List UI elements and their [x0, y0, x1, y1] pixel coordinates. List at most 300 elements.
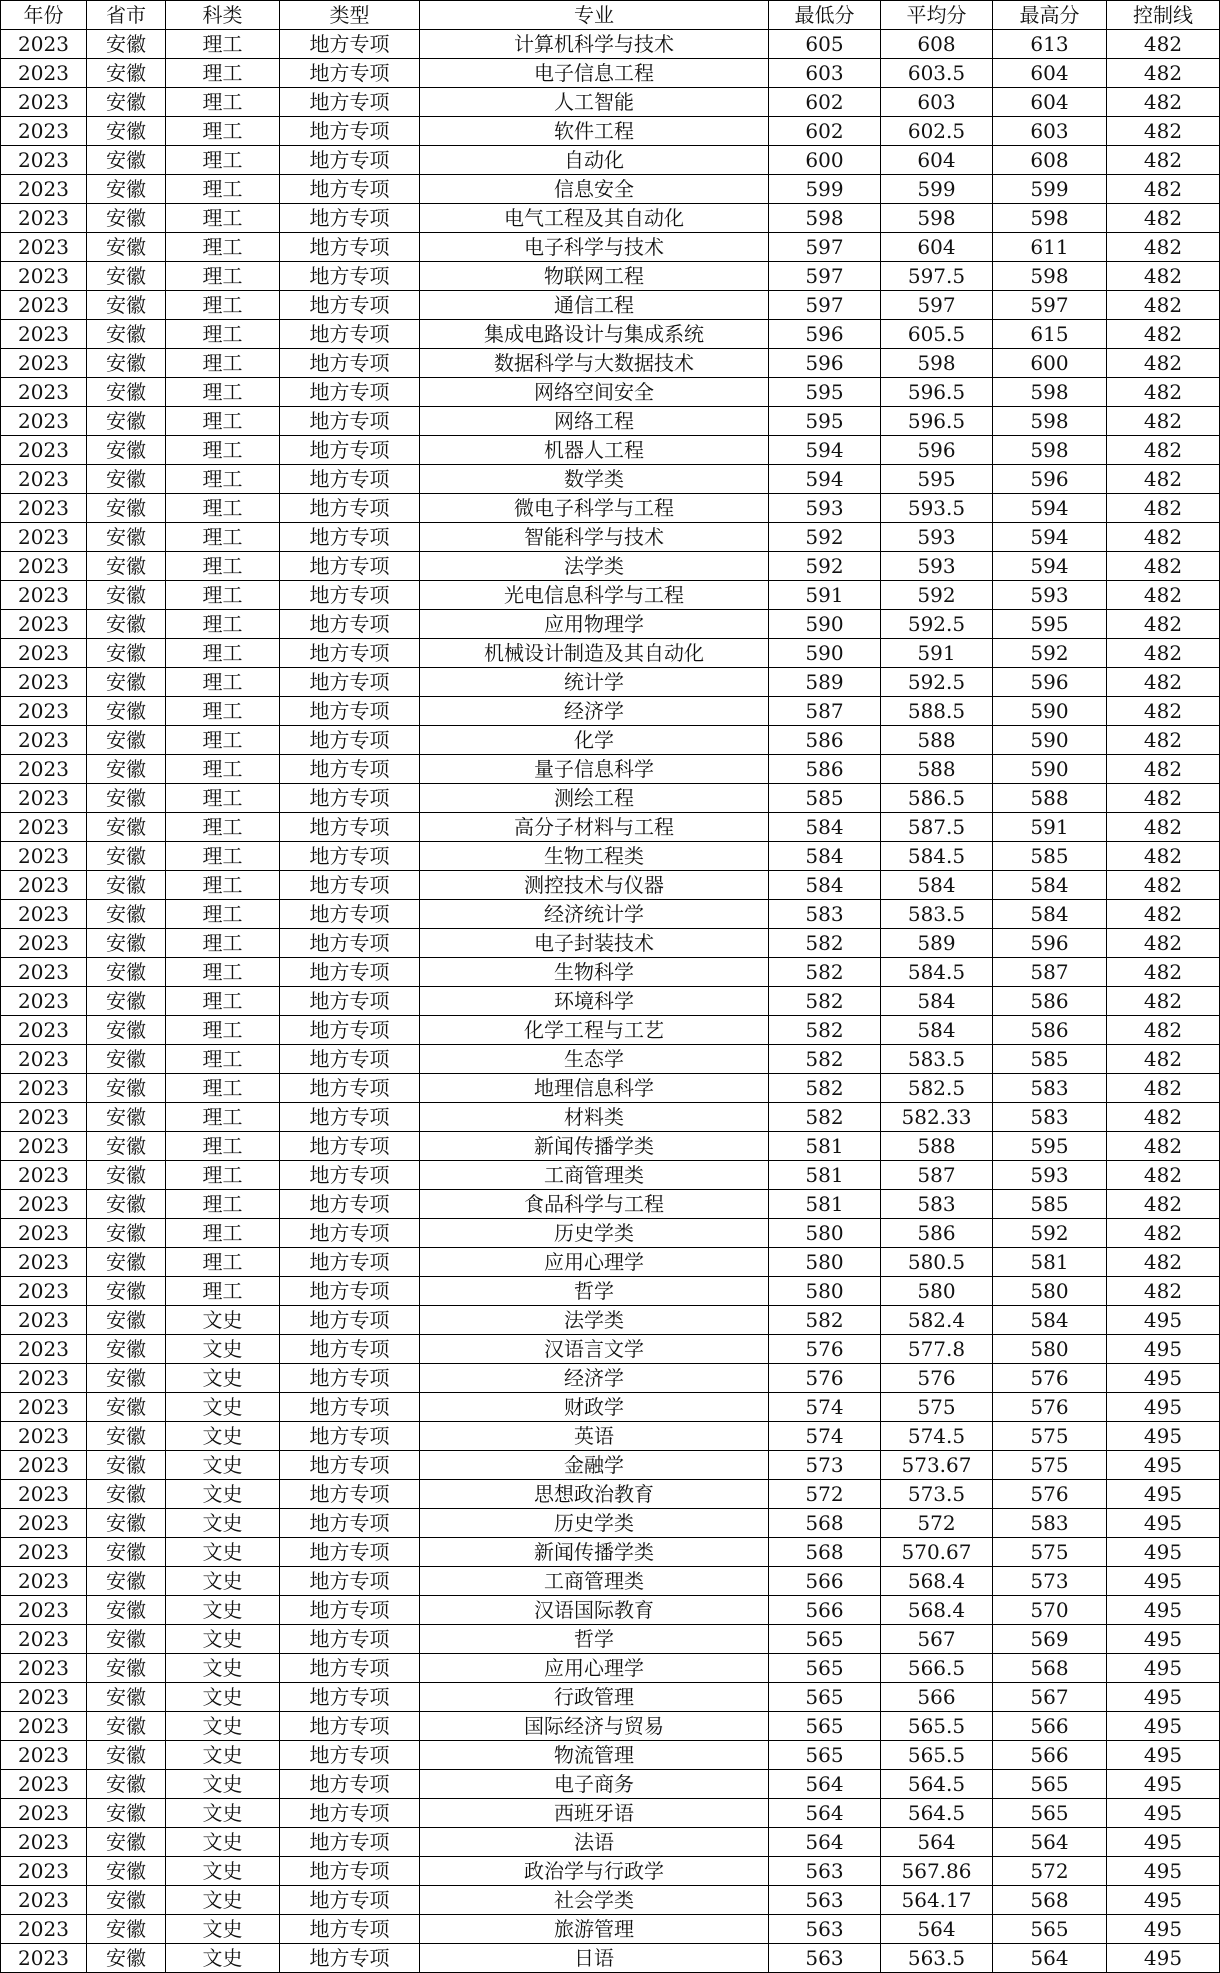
cell-year: 2023 [1, 1074, 87, 1103]
cell-major: 环境科学 [420, 987, 769, 1016]
cell-avg-score: 582.5 [881, 1074, 993, 1103]
cell-control-line: 482 [1107, 1074, 1220, 1103]
cell-major: 政治学与行政学 [420, 1857, 769, 1886]
cell-avg-score: 564 [881, 1828, 993, 1857]
table-row [1, 1161, 1220, 1190]
cell-max-score: 590 [993, 755, 1107, 784]
table-row [1, 146, 1220, 175]
cell-avg-score: 587 [881, 1161, 993, 1190]
cell-max-score: 588 [993, 784, 1107, 813]
table-row [1, 30, 1220, 59]
cell-enrollment-type: 地方专项 [280, 320, 420, 349]
cell-max-score: 583 [993, 1074, 1107, 1103]
cell-control-line: 482 [1107, 407, 1220, 436]
cell-subject-category: 理工 [166, 291, 280, 320]
cell-subject-category: 文史 [166, 1596, 280, 1625]
cell-subject-category: 理工 [166, 1132, 280, 1161]
cell-max-score: 583 [993, 1509, 1107, 1538]
cell-year: 2023 [1, 581, 87, 610]
cell-enrollment-type: 地方专项 [280, 291, 420, 320]
cell-enrollment-type: 地方专项 [280, 175, 420, 204]
cell-max-score: 576 [993, 1364, 1107, 1393]
cell-province: 安徽 [87, 1306, 166, 1335]
cell-enrollment-type: 地方专项 [280, 59, 420, 88]
table-row [1, 1509, 1220, 1538]
cell-avg-score: 597 [881, 291, 993, 320]
cell-year: 2023 [1, 1886, 87, 1915]
cell-control-line: 495 [1107, 1596, 1220, 1625]
cell-avg-score: 586.5 [881, 784, 993, 813]
cell-major: 微电子科学与工程 [420, 494, 769, 523]
cell-control-line: 482 [1107, 1248, 1220, 1277]
cell-enrollment-type: 地方专项 [280, 552, 420, 581]
cell-subject-category: 文史 [166, 1712, 280, 1741]
cell-year: 2023 [1, 1596, 87, 1625]
cell-subject-category: 文史 [166, 1393, 280, 1422]
cell-year: 2023 [1, 958, 87, 987]
table-row [1, 668, 1220, 697]
cell-subject-category: 理工 [166, 697, 280, 726]
cell-max-score: 611 [993, 233, 1107, 262]
cell-avg-score: 567.86 [881, 1857, 993, 1886]
table-row [1, 436, 1220, 465]
cell-year: 2023 [1, 1190, 87, 1219]
cell-enrollment-type: 地方专项 [280, 88, 420, 117]
table-row [1, 1074, 1220, 1103]
cell-enrollment-type: 地方专项 [280, 1915, 420, 1944]
cell-subject-category: 文史 [166, 1915, 280, 1944]
cell-year: 2023 [1, 1944, 87, 1973]
cell-max-score: 566 [993, 1741, 1107, 1770]
table-row [1, 1799, 1220, 1828]
cell-province: 安徽 [87, 349, 166, 378]
table-row [1, 1016, 1220, 1045]
cell-min-score: 592 [769, 523, 881, 552]
cell-min-score: 581 [769, 1190, 881, 1219]
cell-min-score: 563 [769, 1886, 881, 1915]
cell-province: 安徽 [87, 1480, 166, 1509]
cell-enrollment-type: 地方专项 [280, 1422, 420, 1451]
cell-major: 哲学 [420, 1277, 769, 1306]
cell-year: 2023 [1, 523, 87, 552]
cell-province: 安徽 [87, 1132, 166, 1161]
cell-max-score: 583 [993, 1103, 1107, 1132]
table-row [1, 291, 1220, 320]
cell-avg-score: 598 [881, 204, 993, 233]
cell-max-score: 576 [993, 1393, 1107, 1422]
cell-control-line: 482 [1107, 900, 1220, 929]
cell-year: 2023 [1, 1364, 87, 1393]
cell-avg-score: 588 [881, 726, 993, 755]
cell-subject-category: 理工 [166, 59, 280, 88]
cell-avg-score: 564 [881, 1915, 993, 1944]
cell-province: 安徽 [87, 755, 166, 784]
cell-max-score: 568 [993, 1654, 1107, 1683]
cell-max-score: 565 [993, 1915, 1107, 1944]
cell-major: 新闻传播学类 [420, 1132, 769, 1161]
table-row [1, 233, 1220, 262]
cell-max-score: 596 [993, 465, 1107, 494]
cell-year: 2023 [1, 1277, 87, 1306]
cell-province: 安徽 [87, 1857, 166, 1886]
cell-min-score: 602 [769, 117, 881, 146]
cell-major: 智能科学与技术 [420, 523, 769, 552]
cell-max-score: 564 [993, 1828, 1107, 1857]
column-header-subject-category: 科类 [166, 1, 280, 30]
cell-province: 安徽 [87, 1654, 166, 1683]
cell-province: 安徽 [87, 1538, 166, 1567]
cell-max-score: 584 [993, 1306, 1107, 1335]
cell-major: 汉语言文学 [420, 1335, 769, 1364]
cell-control-line: 482 [1107, 233, 1220, 262]
cell-major: 通信工程 [420, 291, 769, 320]
cell-control-line: 482 [1107, 784, 1220, 813]
table-row [1, 349, 1220, 378]
cell-max-score: 598 [993, 436, 1107, 465]
cell-control-line: 495 [1107, 1741, 1220, 1770]
cell-avg-score: 575 [881, 1393, 993, 1422]
cell-max-score: 598 [993, 204, 1107, 233]
table-row [1, 697, 1220, 726]
cell-min-score: 568 [769, 1509, 881, 1538]
cell-major: 物联网工程 [420, 262, 769, 291]
cell-avg-score: 576 [881, 1364, 993, 1393]
cell-min-score: 565 [769, 1625, 881, 1654]
cell-subject-category: 理工 [166, 1219, 280, 1248]
cell-subject-category: 理工 [166, 320, 280, 349]
cell-control-line: 495 [1107, 1886, 1220, 1915]
cell-year: 2023 [1, 1770, 87, 1799]
cell-major: 思想政治教育 [420, 1480, 769, 1509]
cell-control-line: 495 [1107, 1567, 1220, 1596]
cell-enrollment-type: 地方专项 [280, 871, 420, 900]
cell-year: 2023 [1, 1799, 87, 1828]
cell-enrollment-type: 地方专项 [280, 1538, 420, 1567]
cell-enrollment-type: 地方专项 [280, 1074, 420, 1103]
cell-province: 安徽 [87, 726, 166, 755]
cell-subject-category: 文史 [166, 1828, 280, 1857]
cell-avg-score: 598 [881, 349, 993, 378]
cell-control-line: 482 [1107, 1190, 1220, 1219]
table-row [1, 1277, 1220, 1306]
table-row [1, 407, 1220, 436]
cell-max-score: 613 [993, 30, 1107, 59]
cell-year: 2023 [1, 900, 87, 929]
cell-min-score: 582 [769, 929, 881, 958]
table-row [1, 1654, 1220, 1683]
table-row [1, 1596, 1220, 1625]
cell-avg-score: 564.17 [881, 1886, 993, 1915]
cell-avg-score: 582.33 [881, 1103, 993, 1132]
cell-subject-category: 理工 [166, 871, 280, 900]
cell-subject-category: 理工 [166, 1248, 280, 1277]
cell-subject-category: 理工 [166, 494, 280, 523]
cell-min-score: 590 [769, 639, 881, 668]
cell-major: 电子信息工程 [420, 59, 769, 88]
cell-province: 安徽 [87, 1277, 166, 1306]
cell-min-score: 582 [769, 1306, 881, 1335]
cell-min-score: 595 [769, 378, 881, 407]
cell-avg-score: 603.5 [881, 59, 993, 88]
cell-min-score: 590 [769, 610, 881, 639]
cell-year: 2023 [1, 639, 87, 668]
cell-province: 安徽 [87, 204, 166, 233]
cell-control-line: 495 [1107, 1915, 1220, 1944]
cell-province: 安徽 [87, 494, 166, 523]
cell-enrollment-type: 地方专项 [280, 1770, 420, 1799]
cell-major: 数学类 [420, 465, 769, 494]
table-row [1, 523, 1220, 552]
cell-max-score: 568 [993, 1886, 1107, 1915]
cell-major: 电子封装技术 [420, 929, 769, 958]
cell-year: 2023 [1, 1422, 87, 1451]
cell-major: 电子商务 [420, 1770, 769, 1799]
cell-major: 光电信息科学与工程 [420, 581, 769, 610]
cell-enrollment-type: 地方专项 [280, 1828, 420, 1857]
cell-min-score: 565 [769, 1741, 881, 1770]
cell-enrollment-type: 地方专项 [280, 929, 420, 958]
cell-province: 安徽 [87, 1828, 166, 1857]
cell-max-score: 590 [993, 697, 1107, 726]
cell-subject-category: 理工 [166, 1016, 280, 1045]
cell-avg-score: 584 [881, 1016, 993, 1045]
cell-max-score: 567 [993, 1683, 1107, 1712]
table-row [1, 842, 1220, 871]
cell-avg-score: 565.5 [881, 1741, 993, 1770]
table-row [1, 1712, 1220, 1741]
cell-avg-score: 592.5 [881, 610, 993, 639]
cell-subject-category: 理工 [166, 175, 280, 204]
cell-year: 2023 [1, 1712, 87, 1741]
cell-subject-category: 理工 [166, 929, 280, 958]
cell-province: 安徽 [87, 1016, 166, 1045]
cell-year: 2023 [1, 407, 87, 436]
cell-enrollment-type: 地方专项 [280, 1248, 420, 1277]
cell-year: 2023 [1, 436, 87, 465]
cell-year: 2023 [1, 30, 87, 59]
cell-province: 安徽 [87, 1190, 166, 1219]
cell-year: 2023 [1, 291, 87, 320]
cell-min-score: 602 [769, 88, 881, 117]
cell-subject-category: 理工 [166, 349, 280, 378]
cell-max-score: 575 [993, 1451, 1107, 1480]
cell-major: 法学类 [420, 552, 769, 581]
cell-major: 食品科学与工程 [420, 1190, 769, 1219]
cell-max-score: 590 [993, 726, 1107, 755]
cell-enrollment-type: 地方专项 [280, 697, 420, 726]
table-row [1, 59, 1220, 88]
cell-control-line: 495 [1107, 1857, 1220, 1886]
cell-avg-score: 592.5 [881, 668, 993, 697]
cell-avg-score: 566.5 [881, 1654, 993, 1683]
cell-enrollment-type: 地方专项 [280, 378, 420, 407]
cell-subject-category: 理工 [166, 262, 280, 291]
cell-province: 安徽 [87, 610, 166, 639]
cell-major: 地理信息科学 [420, 1074, 769, 1103]
cell-year: 2023 [1, 1306, 87, 1335]
cell-control-line: 495 [1107, 1654, 1220, 1683]
cell-major: 自动化 [420, 146, 769, 175]
cell-year: 2023 [1, 1451, 87, 1480]
cell-max-score: 585 [993, 842, 1107, 871]
cell-year: 2023 [1, 552, 87, 581]
cell-max-score: 596 [993, 929, 1107, 958]
cell-max-score: 585 [993, 1045, 1107, 1074]
cell-control-line: 482 [1107, 871, 1220, 900]
cell-enrollment-type: 地方专项 [280, 610, 420, 639]
cell-control-line: 482 [1107, 755, 1220, 784]
cell-enrollment-type: 地方专项 [280, 813, 420, 842]
cell-major: 生物工程类 [420, 842, 769, 871]
cell-control-line: 482 [1107, 1161, 1220, 1190]
cell-major: 旅游管理 [420, 1915, 769, 1944]
cell-control-line: 482 [1107, 30, 1220, 59]
cell-avg-score: 568.4 [881, 1596, 993, 1625]
table-row [1, 813, 1220, 842]
cell-major: 经济统计学 [420, 900, 769, 929]
table-row [1, 610, 1220, 639]
cell-min-score: 584 [769, 842, 881, 871]
cell-province: 安徽 [87, 146, 166, 175]
cell-enrollment-type: 地方专项 [280, 784, 420, 813]
cell-enrollment-type: 地方专项 [280, 900, 420, 929]
cell-max-score: 595 [993, 610, 1107, 639]
cell-max-score: 592 [993, 1219, 1107, 1248]
cell-enrollment-type: 地方专项 [280, 1625, 420, 1654]
cell-min-score: 598 [769, 204, 881, 233]
table-row [1, 1944, 1220, 1973]
cell-enrollment-type: 地方专项 [280, 1509, 420, 1538]
table-row [1, 1480, 1220, 1509]
table-row [1, 1103, 1220, 1132]
cell-province: 安徽 [87, 88, 166, 117]
cell-major: 应用心理学 [420, 1654, 769, 1683]
cell-province: 安徽 [87, 175, 166, 204]
cell-control-line: 482 [1107, 436, 1220, 465]
cell-max-score: 575 [993, 1538, 1107, 1567]
cell-avg-score: 608 [881, 30, 993, 59]
cell-subject-category: 理工 [166, 581, 280, 610]
cell-avg-score: 568.4 [881, 1567, 993, 1596]
table-row [1, 929, 1220, 958]
table-row [1, 726, 1220, 755]
cell-avg-score: 584 [881, 871, 993, 900]
cell-enrollment-type: 地方专项 [280, 262, 420, 291]
cell-province: 安徽 [87, 1045, 166, 1074]
cell-subject-category: 理工 [166, 755, 280, 784]
cell-province: 安徽 [87, 1248, 166, 1277]
cell-enrollment-type: 地方专项 [280, 1596, 420, 1625]
cell-year: 2023 [1, 929, 87, 958]
cell-major: 国际经济与贸易 [420, 1712, 769, 1741]
cell-major: 机器人工程 [420, 436, 769, 465]
cell-max-score: 565 [993, 1799, 1107, 1828]
cell-subject-category: 理工 [166, 726, 280, 755]
cell-control-line: 482 [1107, 842, 1220, 871]
cell-control-line: 482 [1107, 668, 1220, 697]
cell-year: 2023 [1, 349, 87, 378]
cell-avg-score: 583.5 [881, 1045, 993, 1074]
cell-enrollment-type: 地方专项 [280, 1190, 420, 1219]
cell-year: 2023 [1, 1509, 87, 1538]
cell-enrollment-type: 地方专项 [280, 1741, 420, 1770]
cell-subject-category: 理工 [166, 1277, 280, 1306]
cell-max-score: 584 [993, 871, 1107, 900]
cell-province: 安徽 [87, 1335, 166, 1364]
cell-subject-category: 理工 [166, 958, 280, 987]
cell-min-score: 574 [769, 1422, 881, 1451]
cell-min-score: 580 [769, 1248, 881, 1277]
table-row [1, 1132, 1220, 1161]
cell-avg-score: 580 [881, 1277, 993, 1306]
cell-province: 安徽 [87, 1886, 166, 1915]
cell-enrollment-type: 地方专项 [280, 1103, 420, 1132]
cell-province: 安徽 [87, 1103, 166, 1132]
cell-max-score: 580 [993, 1277, 1107, 1306]
cell-major: 量子信息科学 [420, 755, 769, 784]
cell-min-score: 565 [769, 1654, 881, 1683]
cell-subject-category: 文史 [166, 1886, 280, 1915]
table-row [1, 1770, 1220, 1799]
cell-major: 数据科学与大数据技术 [420, 349, 769, 378]
cell-min-score: 597 [769, 291, 881, 320]
column-header-max-score: 最高分 [993, 1, 1107, 30]
cell-max-score: 566 [993, 1712, 1107, 1741]
cell-subject-category: 理工 [166, 639, 280, 668]
cell-enrollment-type: 地方专项 [280, 842, 420, 871]
cell-enrollment-type: 地方专项 [280, 581, 420, 610]
cell-min-score: 594 [769, 436, 881, 465]
cell-province: 安徽 [87, 1712, 166, 1741]
cell-min-score: 597 [769, 262, 881, 291]
cell-subject-category: 文史 [166, 1799, 280, 1828]
cell-year: 2023 [1, 871, 87, 900]
cell-year: 2023 [1, 1625, 87, 1654]
cell-avg-score: 604 [881, 233, 993, 262]
cell-subject-category: 文史 [166, 1683, 280, 1712]
cell-province: 安徽 [87, 59, 166, 88]
cell-control-line: 495 [1107, 1306, 1220, 1335]
cell-major: 西班牙语 [420, 1799, 769, 1828]
cell-min-score: 581 [769, 1132, 881, 1161]
cell-min-score: 597 [769, 233, 881, 262]
cell-control-line: 482 [1107, 639, 1220, 668]
table-row [1, 755, 1220, 784]
cell-enrollment-type: 地方专项 [280, 1306, 420, 1335]
table-body [1, 30, 1220, 1973]
cell-max-score: 573 [993, 1567, 1107, 1596]
cell-subject-category: 文史 [166, 1625, 280, 1654]
cell-province: 安徽 [87, 668, 166, 697]
cell-year: 2023 [1, 378, 87, 407]
cell-province: 安徽 [87, 378, 166, 407]
cell-max-score: 584 [993, 900, 1107, 929]
cell-control-line: 495 [1107, 1480, 1220, 1509]
cell-min-score: 574 [769, 1393, 881, 1422]
cell-max-score: 598 [993, 378, 1107, 407]
cell-enrollment-type: 地方专项 [280, 465, 420, 494]
column-header-enrollment-type: 类型 [280, 1, 420, 30]
cell-year: 2023 [1, 175, 87, 204]
cell-province: 安徽 [87, 320, 166, 349]
cell-max-score: 586 [993, 1016, 1107, 1045]
cell-max-score: 603 [993, 117, 1107, 146]
cell-province: 安徽 [87, 900, 166, 929]
cell-province: 安徽 [87, 697, 166, 726]
cell-subject-category: 文史 [166, 1770, 280, 1799]
cell-major: 电子科学与技术 [420, 233, 769, 262]
cell-province: 安徽 [87, 552, 166, 581]
